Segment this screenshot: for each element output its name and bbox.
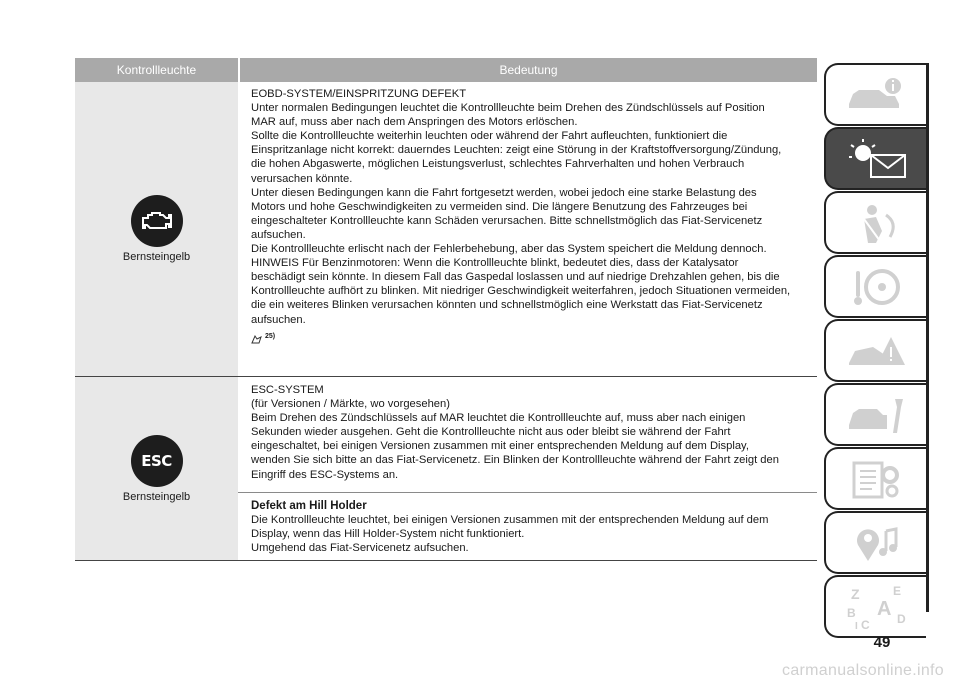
table-row — [75, 377, 817, 561]
text-line: eingeschalteter Kontrollleuchte kann Schäden verursachen. Bitte schnellstmöglich das Fiat-Servicenetz — [251, 214, 763, 227]
text-line: HINWEIS Für Benzinmotoren: Wenn die Kontrollleuchte blinkt, bedeutet dies, dass der Katalysator — [251, 257, 739, 270]
indicator-color-label: Bernsteingelb — [122, 251, 191, 263]
car-info-icon — [845, 74, 907, 116]
engine-check-icon — [131, 195, 183, 247]
text-line: aufsuchen. — [251, 313, 306, 326]
table-header — [75, 58, 817, 82]
tab-index[interactable] — [824, 575, 926, 638]
text-line: Umgehend das Fiat-Servicenetz aufsuchen. — [251, 541, 469, 554]
note-hand-icon — [251, 334, 262, 344]
header-meaning: Bedeutung — [238, 58, 817, 82]
text-line: verursachen könnte. — [251, 172, 353, 185]
text-line: Sollte die Kontrollleuchte weiterhin leuchten oder während der Fahrt aufleuchten, funktioniert die — [251, 130, 728, 143]
watermark-footer: carmanualsonline.info — [782, 662, 944, 679]
indicator-cell — [75, 82, 238, 376]
car-crash-warning-icon — [845, 329, 907, 373]
car-wrench-icon — [845, 393, 907, 437]
key-steering-wheel-icon — [846, 265, 906, 309]
indicator-cell — [75, 377, 238, 560]
text-line: beschädigt sein könnte. In diesem Fall das Gaspedal loslassen und auf niedrige Drehzahlen gehen, bis die — [251, 271, 780, 284]
text-line: die hohen Abgaswerte, möglichen Leistungsverlust, schlechtes Fahrverhalten und hohen Verbrauch — [251, 158, 745, 171]
note-reference[interactable] — [251, 330, 817, 344]
meaning-cell — [238, 377, 817, 560]
text-line: Die Kontrollleuchte erlischt nach der Fehlerbehebung, aber das System speichert die Meldung dennoch. — [251, 243, 767, 256]
text-line: (für Versionen / Märkte, wo vorgesehen) — [251, 398, 450, 411]
warning-light-message-icon — [841, 137, 911, 181]
text-line: Beim Drehen des Zündschlüssels auf MAR leuchtet die Kontrollleuchte auf, muss aber nach einigen — [251, 412, 746, 425]
tab-car-info[interactable] — [824, 63, 926, 126]
tab-safety[interactable] — [824, 191, 926, 254]
text-line: Eingriff des ESC-Systems an. — [251, 468, 399, 481]
sub-heading: Defekt am Hill Holder — [251, 499, 367, 512]
text-line: Unter diesen Bedingungen kann die Fahrt fortgesetzt werden, wobei jedoch eine starke Belastung des — [251, 186, 757, 199]
text-line: Display, wenn das Hill Holder-System nicht funktioniert. — [251, 527, 525, 540]
index-letter-a: A — [877, 597, 892, 620]
index-letter-i: I — [855, 620, 858, 631]
text-line: wenden Sie sich bitte an das Fiat-Servicenetz. Ein Blinken der Kontrollleuchte während der Fahrt zeigt den — [251, 454, 779, 467]
note-ref-number: 25) — [265, 332, 276, 340]
esc-icon-text: ESC — [141, 451, 172, 470]
text-line: Einspritzanlage nicht korrekt: dauerndes Leuchten: zeigt eine Störung in der Kraftstoffversorgung/Zündung, — [251, 144, 782, 157]
text-line: Die Kontrollleuchte leuchtet, bei einigen Versionen zusammen mit der entsprechenden Meldung auf dem — [251, 513, 769, 526]
alphabetical-index-icon — [841, 583, 911, 631]
index-letter-c: C — [861, 617, 870, 631]
tab-technical-data[interactable] — [824, 447, 926, 510]
text-line: Motors und hohe Geschwindigkeiten zu vermeiden sind. Die längere Benutzung des Fahrzeuges bei — [251, 200, 748, 213]
index-letter-z: Z — [851, 585, 860, 602]
specs-gear-icon — [846, 457, 906, 501]
text-line: eingeschaltet, bei einigen Versionen zusammen mit einer entsprechenden Meldung auf dem Display, — [251, 440, 749, 453]
index-letter-d: D — [897, 611, 906, 626]
text-line: Sekunden wieder ausgehen. Geht die Kontrollleuchte nicht aus oder bleibt sie während der Fahrt — [251, 426, 731, 439]
index-letter-b: B — [847, 605, 856, 620]
tab-emergency[interactable] — [824, 319, 926, 382]
seat-belt-airbag-icon — [846, 201, 906, 245]
chapter-tabs — [824, 63, 930, 639]
text-line: Kontrollleuchte aufhört zu blinken. Mit niedriger Geschwindigkeit weiterfahren, jedoch Situationen vermeiden, — [251, 285, 791, 298]
text-line: ESC-SYSTEM — [251, 384, 324, 396]
tab-maintenance[interactable] — [824, 383, 926, 446]
esc-icon — [131, 435, 183, 487]
warning-lights-table — [75, 58, 817, 561]
tab-multimedia[interactable] — [824, 511, 926, 574]
tab-starting-driving[interactable] — [824, 255, 926, 318]
tab-warning-lights[interactable] — [824, 127, 926, 190]
text-line: aufsuchen. — [251, 228, 306, 241]
meaning-cell — [238, 82, 817, 376]
text-line: Unter normalen Bedingungen leuchtet die Kontrollleuchte beim Drehen des Zündschlüssels auf Position — [251, 102, 765, 115]
text-line: EOBD-SYSTEM/EINSPRITZUNG DEFEKT — [251, 88, 467, 100]
page-number: 49 — [873, 634, 891, 651]
index-letter-e: E — [893, 583, 902, 598]
multimedia-nav-icon — [846, 521, 906, 565]
table-row — [75, 82, 817, 377]
indicator-color-label: Bernsteingelb — [122, 490, 191, 503]
text-line: die ein weiteres Blinken verursachen könnten und schnellstmöglich eine Werkstatt das Fiat-Servicenetz — [251, 299, 763, 312]
text-line: MAR auf, muss aber nach dem Anspringen des Motors erlöschen. — [251, 116, 578, 129]
header-indicator: Kontrollleuchte — [116, 63, 197, 77]
sub-divider — [238, 492, 817, 493]
